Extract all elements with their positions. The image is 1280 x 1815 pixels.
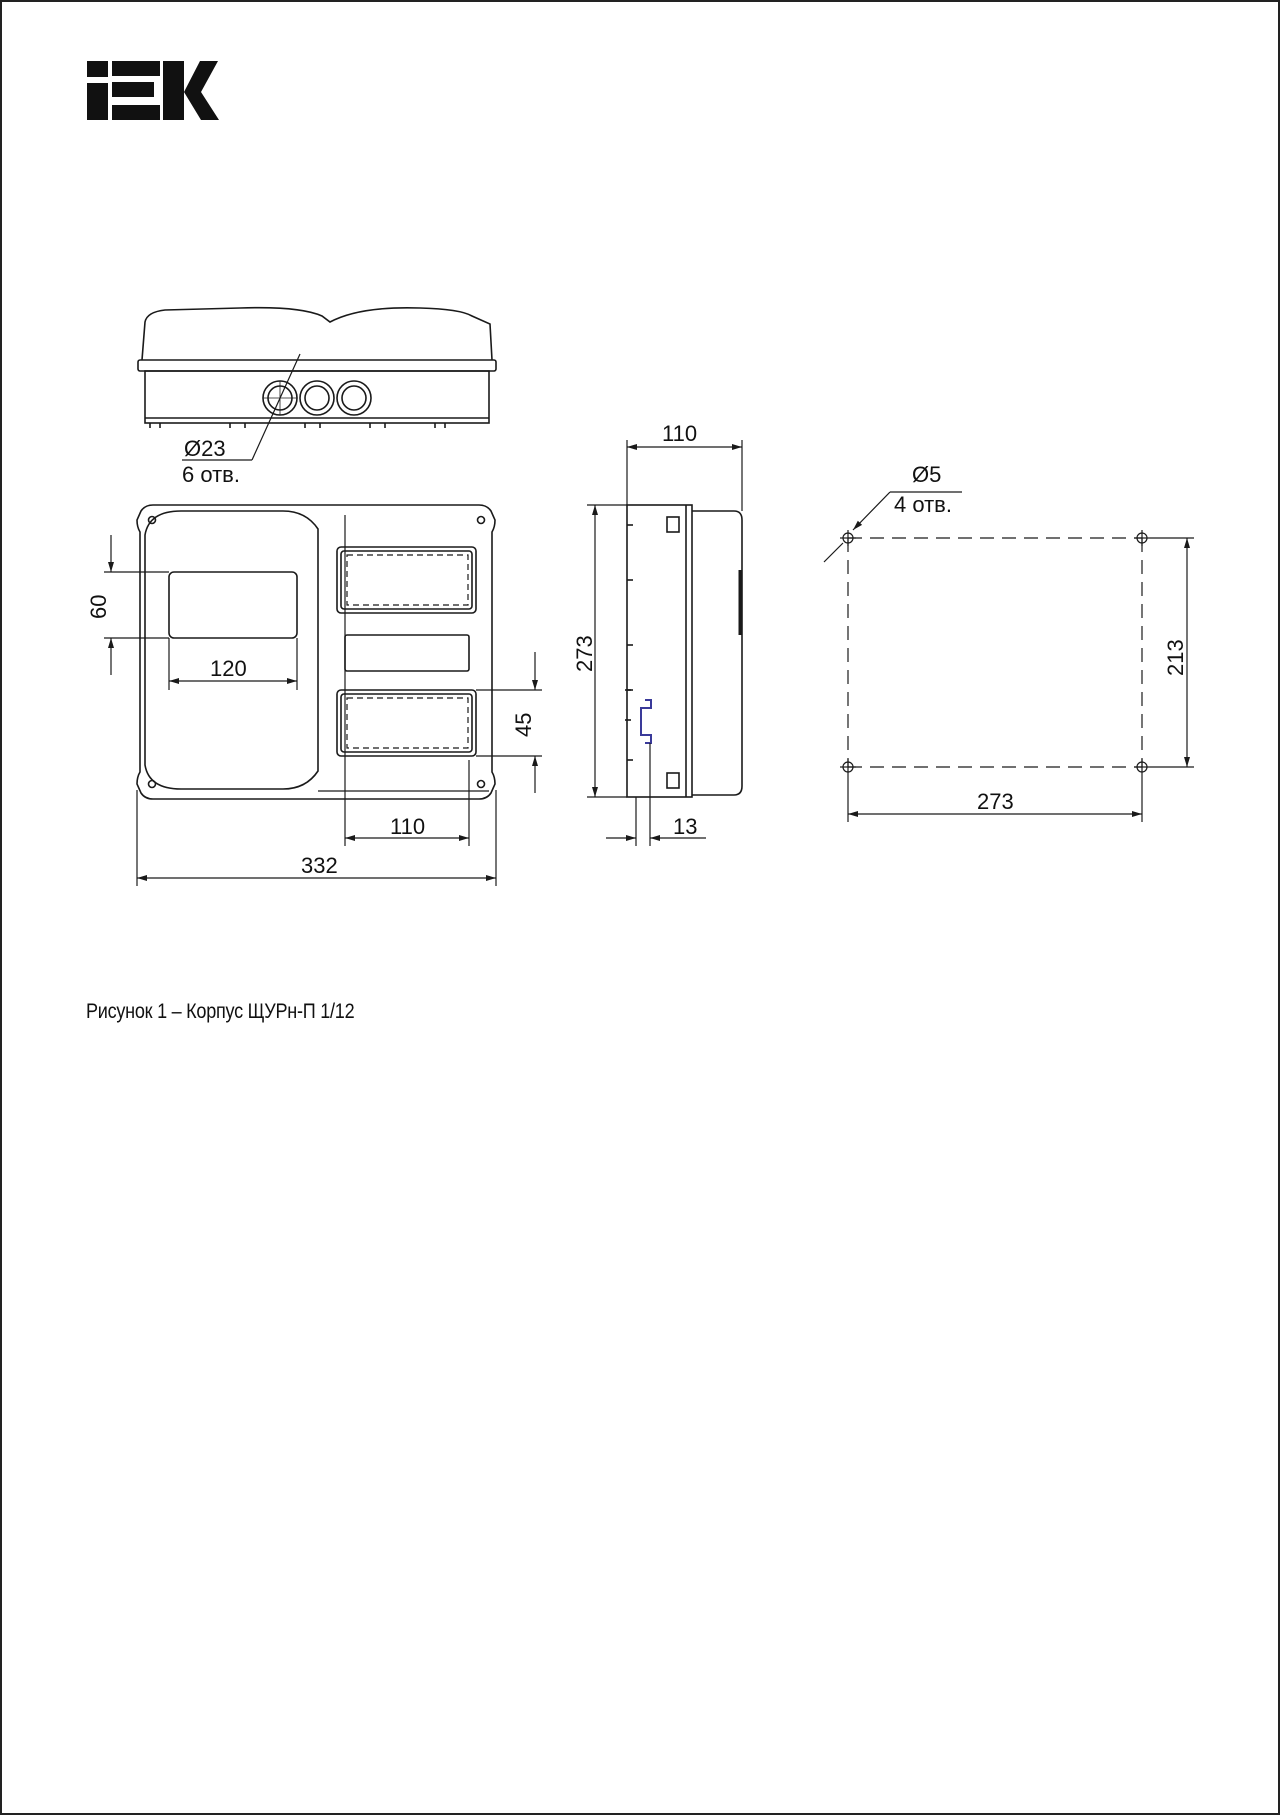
meter-width-label: 120 bbox=[210, 656, 247, 681]
overall-width-label: 332 bbox=[301, 853, 338, 878]
module-height-label: 45 bbox=[511, 712, 536, 737]
side-view bbox=[625, 505, 742, 797]
side-dimensions bbox=[587, 440, 742, 846]
din-offset-label: 13 bbox=[673, 814, 698, 839]
mount-hole-label: Ø5 bbox=[912, 462, 942, 487]
mounting-pattern bbox=[824, 492, 1194, 822]
hole-top-count-label: 6 отв. bbox=[182, 462, 240, 487]
mount-horizontal-label: 273 bbox=[977, 789, 1014, 814]
side-depth-label: 110 bbox=[662, 421, 698, 446]
module-width-label: 110 bbox=[390, 814, 426, 839]
meter-height-label: 60 bbox=[86, 594, 111, 619]
figure-caption: Рисунок 1 – Корпус ЩУРн-П 1/12 bbox=[86, 1000, 355, 1023]
front-view bbox=[137, 505, 495, 799]
iek-logo bbox=[87, 61, 219, 120]
mount-hole-count-label: 4 отв. bbox=[894, 492, 952, 517]
hole-top-label: Ø23 bbox=[184, 436, 226, 461]
side-height-label: 273 bbox=[572, 635, 597, 672]
din-rail bbox=[641, 700, 651, 743]
page-border bbox=[1, 1, 1279, 1814]
mount-vertical-label: 213 bbox=[1163, 639, 1188, 676]
